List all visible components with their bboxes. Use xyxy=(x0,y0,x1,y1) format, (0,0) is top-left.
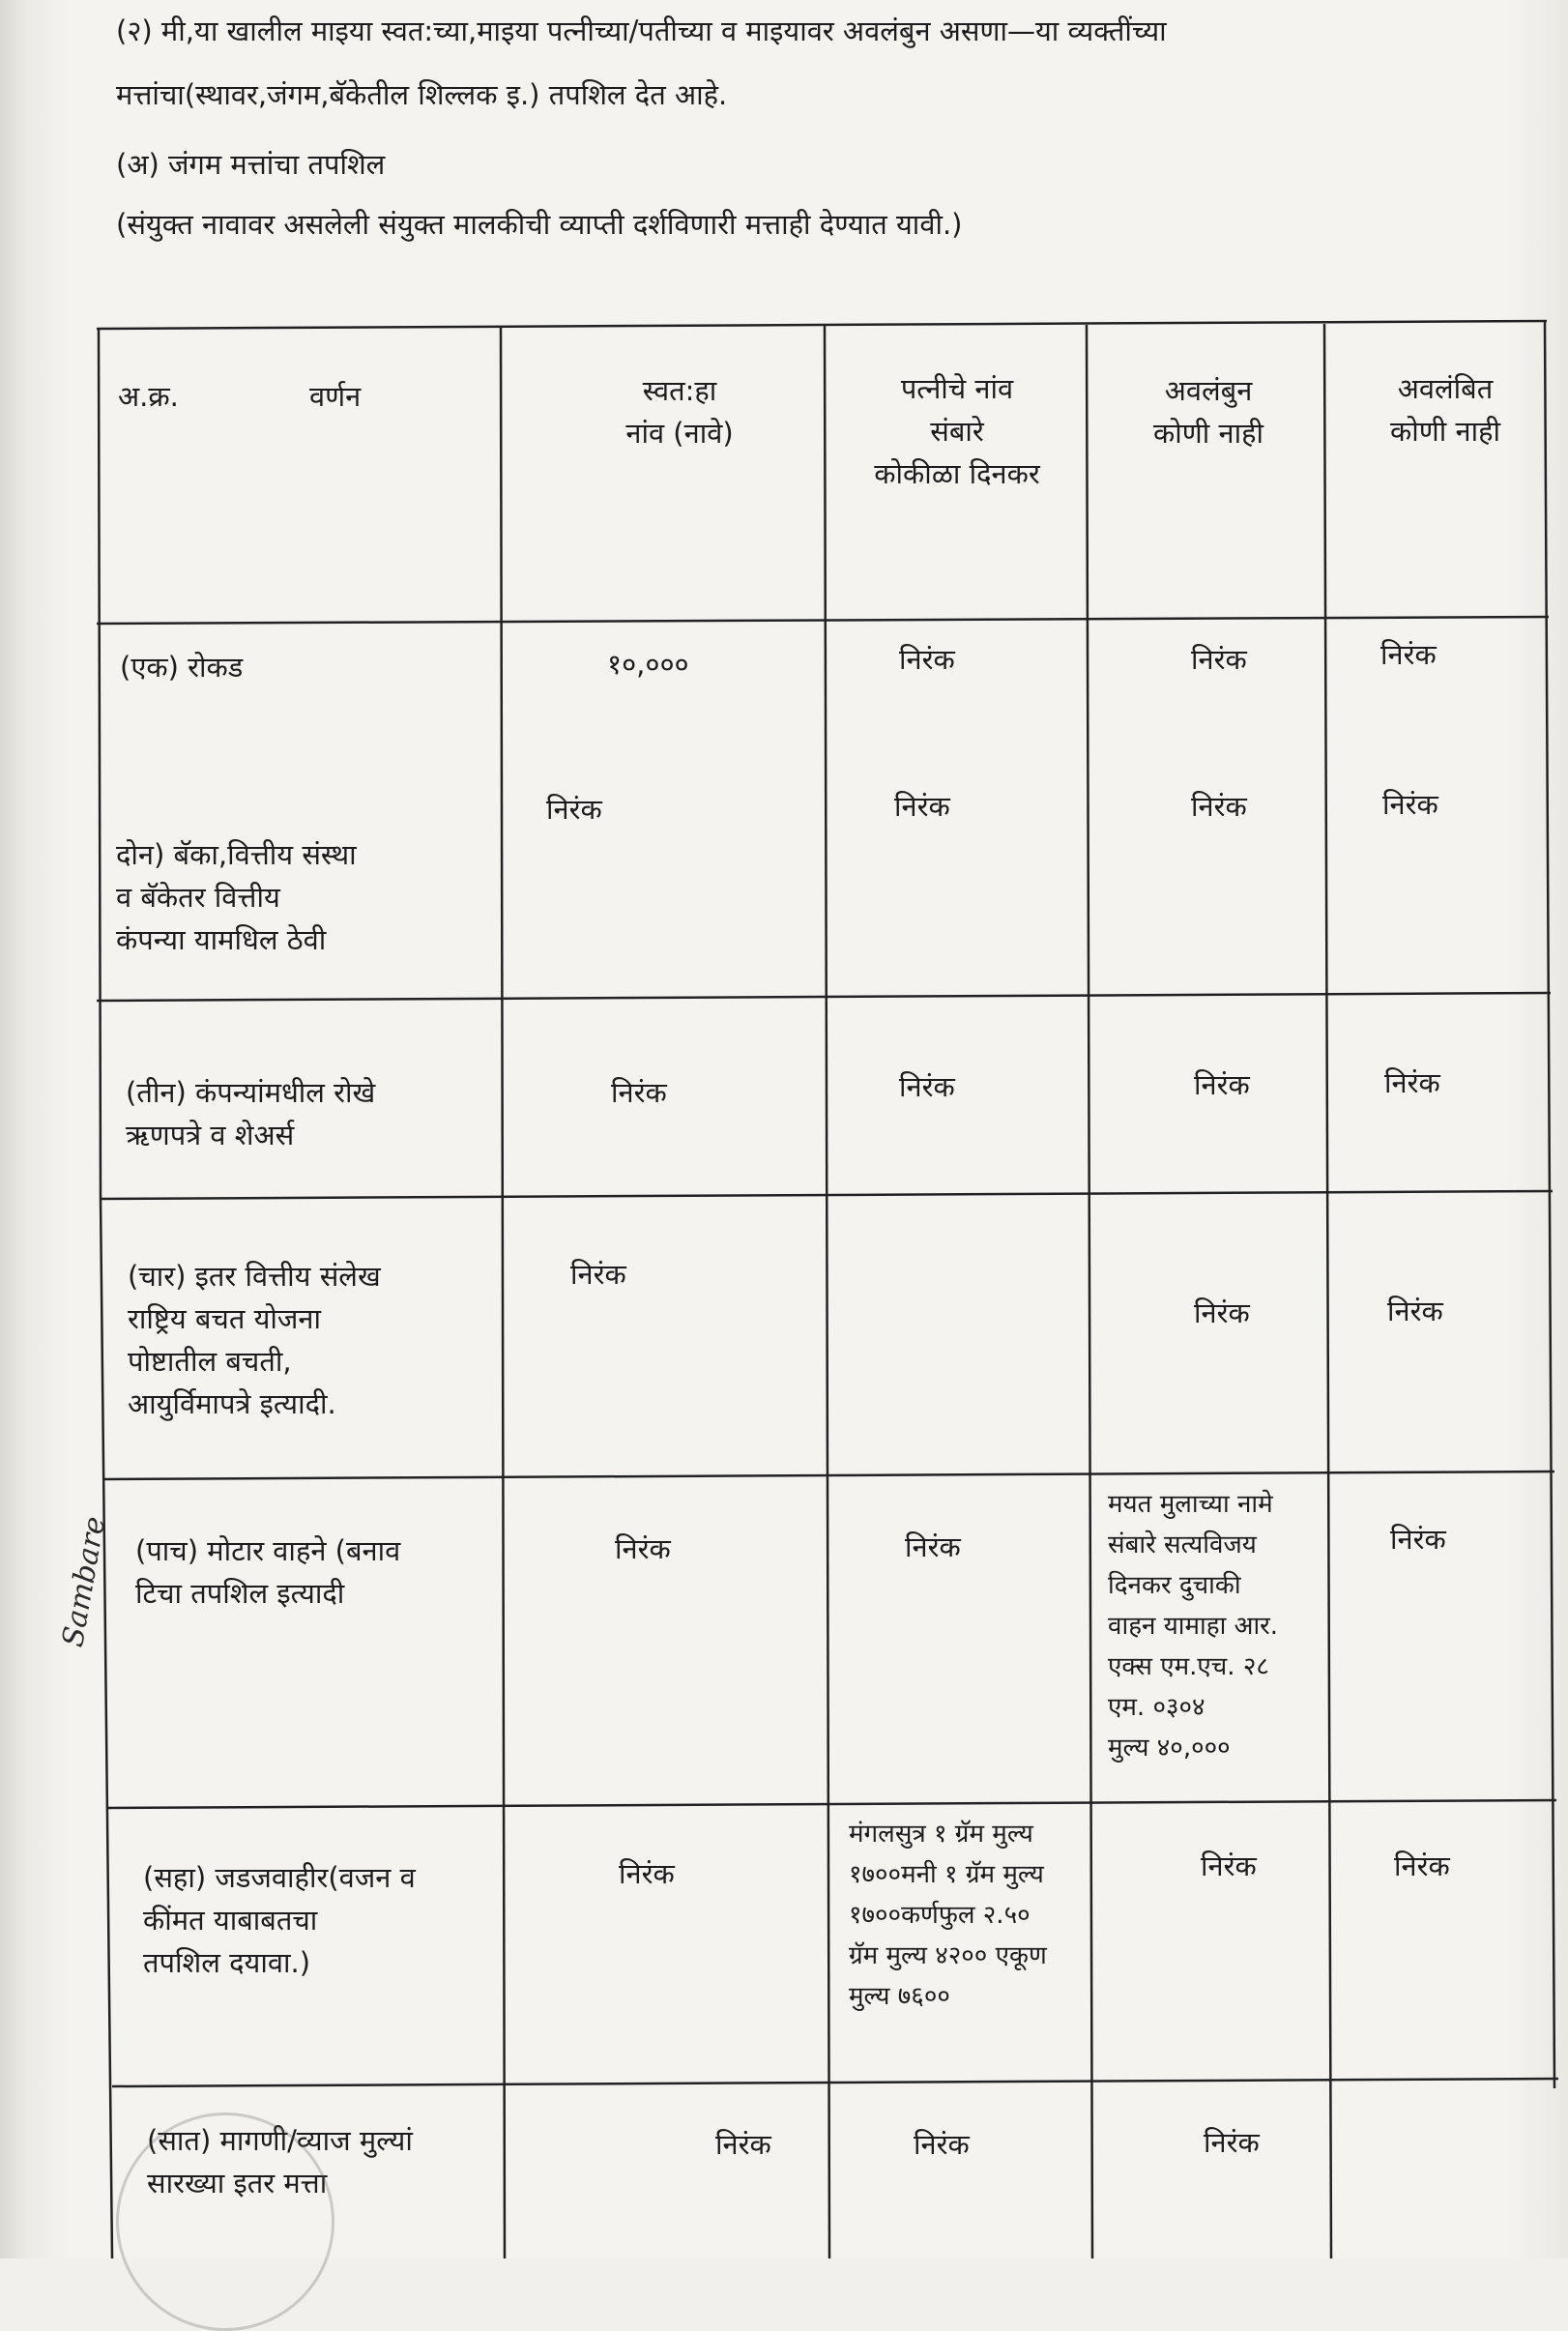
row-5-dep2: निरंक xyxy=(1390,1523,1446,1556)
row-1-self: १०,००० xyxy=(607,648,689,681)
header-self-name: स्वत:हा नांव (नावे) xyxy=(625,374,734,450)
row-3-self: निरंक xyxy=(611,1076,667,1109)
row-3-dep1: निरंक xyxy=(1194,1068,1250,1101)
row-7-dep1: निरंक xyxy=(1204,2126,1260,2159)
row-1-spouse: निरंक xyxy=(899,643,955,676)
row-6-dep1: निरंक xyxy=(1201,1850,1257,1882)
row-5-label: (पाच) मोटार वाहने (बनाव टिचा तपशिल इत्यादी xyxy=(135,1534,401,1610)
row-3-spouse: निरंक xyxy=(899,1070,955,1103)
header-description: वर्णन xyxy=(309,380,362,413)
section-heading-movable-assets: (अ) जंगम मत्तांचा तपशिल xyxy=(116,148,386,181)
official-seal-stamp xyxy=(116,2112,334,2331)
row-4-self: निरंक xyxy=(570,1258,626,1291)
row-7-self: निरंक xyxy=(715,2128,771,2161)
row-2-dep1: निरंक xyxy=(1191,790,1247,823)
row-1-dep2: निरंक xyxy=(1380,638,1437,671)
row-3-dep2: निरंक xyxy=(1384,1066,1440,1099)
row-5-self: निरंक xyxy=(615,1532,671,1565)
row-3-label: (तीन) कंपन्यांमधील रोखे ऋणपत्रे व शेअर्स xyxy=(126,1076,376,1151)
row-2-spouse: निरंक xyxy=(894,790,950,823)
header-serial: अ.क्र. xyxy=(118,380,179,413)
row-6-label: (सहा) जडजवाहीर(वजन व कींमत याबाबतचा तपशिल दयावा.) xyxy=(143,1861,416,1979)
row-2-label: दोन) बॅका,वित्तीय संस्था व बॅकेतर वित्तीय कंपन्या यामधिल ठेवी xyxy=(116,838,357,956)
row-4-dep2: निरंक xyxy=(1387,1295,1443,1327)
row-6-dep2: निरंक xyxy=(1394,1850,1450,1882)
row-4-dep1: निरंक xyxy=(1194,1297,1250,1329)
intro-line-1: (२) मी,या खालील माइया स्वत:च्या,माइया पत्नीच्या/पतीच्या व माइयावर अवलंबुन असणा—या व्यक्तींच्या xyxy=(116,15,1167,47)
row-5-spouse: निरंक xyxy=(905,1530,961,1563)
row-7-label: (सात) मागणी/व्याज मुल्यां सारख्या इतर मत्ता xyxy=(147,2124,413,2200)
row-2-self: निरंक xyxy=(546,793,602,826)
header-dependent-1: अवलंबुन कोणी नाही xyxy=(1153,374,1263,450)
row-2-dep2: निरंक xyxy=(1382,788,1438,821)
margin-signature: Sambare xyxy=(56,1513,113,1650)
row-4-label: (चार) इतर वित्तीय संलेख राष्ट्रिय बचत योजना पोष्टातील बचती, आयुर्विमापत्रे इत्यादी. xyxy=(128,1260,381,1420)
row-1-dep1: निरंक xyxy=(1191,643,1247,676)
row-5-dep1-vehicle-details: मयत मुलाच्या नामे संबारे सत्यविजय दिनकर दुचाकी वाहन यामाहा आर. एक्स एम.एच. २८ एम. ०३०४ मुल्य ४०,००० xyxy=(1108,1490,1279,1763)
row-7-spouse: निरंक xyxy=(914,2128,970,2161)
row-6-self: निरंक xyxy=(619,1857,675,1890)
header-spouse-name: पत्नीचे नांव संबारे कोकीळा दिनकर xyxy=(874,372,1040,490)
header-dependent-2: अवलंबित कोणी नाही xyxy=(1390,372,1500,448)
row-1-label: (एक) रोकड xyxy=(120,651,244,684)
row-6-spouse-jewellery-details: मंगलसुत्र १ ग्रॅम मुल्य १७००मनी १ ग्रॅम मुल्य १७००कर्णफुल २.५० ग्रॅम मुल्य ४२०० एकूण मुल्य ७६०० xyxy=(849,1820,1047,2011)
joint-ownership-note: (संयुक्त नावावर असलेली संयुक्त मालकीची व्याप्ती दर्शविणारी मत्ताही देण्यात यावी.) xyxy=(116,208,963,241)
intro-line-2: मत्तांचा(स्थावर,जंगम,बॅकेतील शिल्लक इ.) तपशिल देत आहे. xyxy=(116,78,728,111)
